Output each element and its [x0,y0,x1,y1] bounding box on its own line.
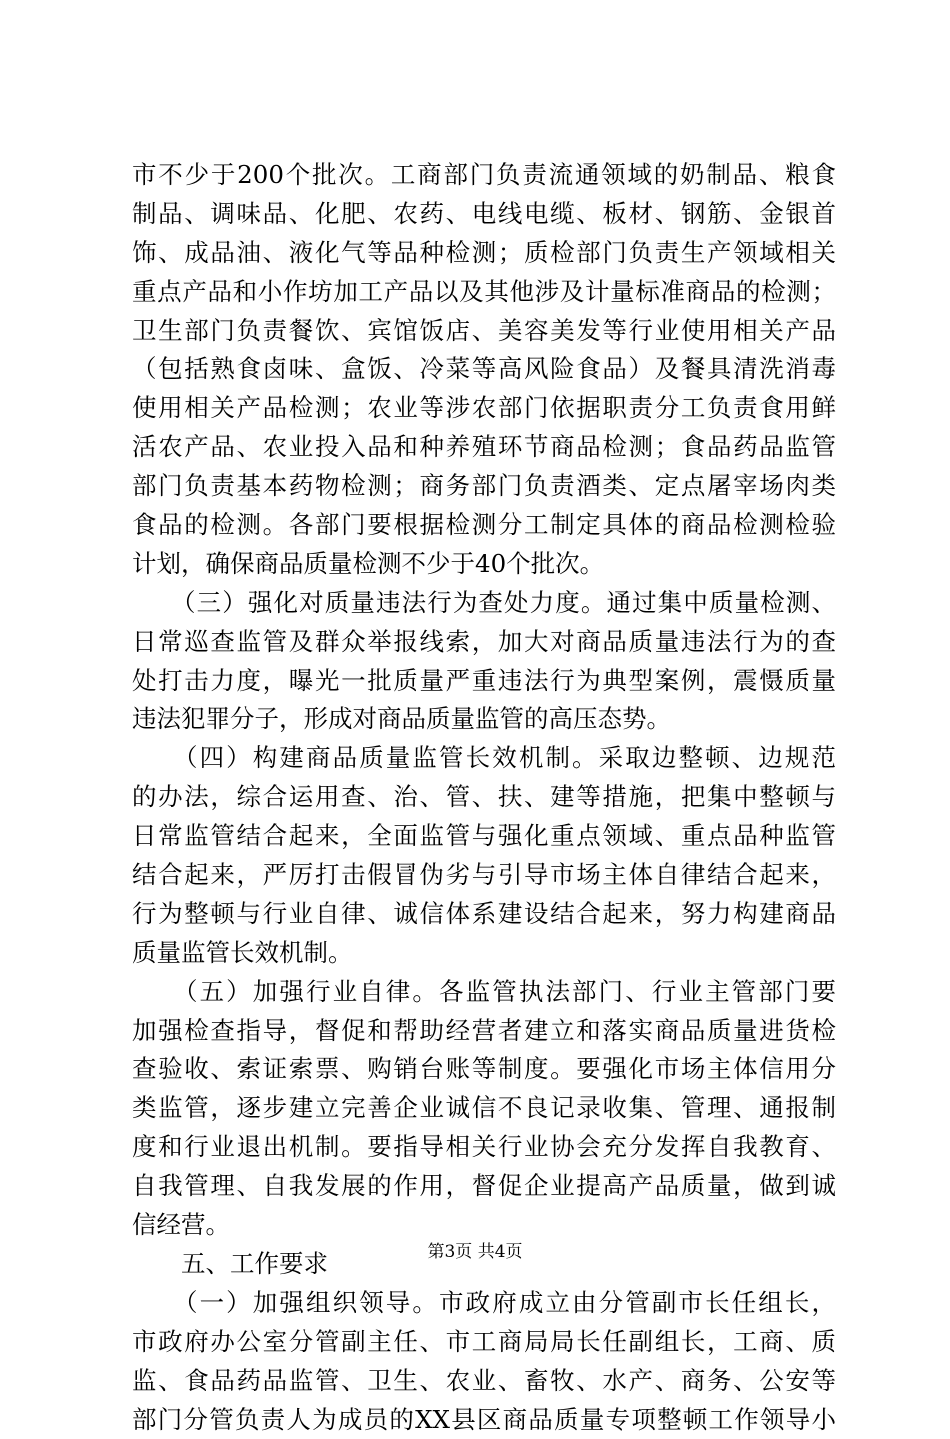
text-line: 违法犯罪分子，形成对商品质量监管的高压态势。 [132,700,836,739]
text-line: 查验收、索证索票、购销台账等制度。要强化市场主体信用分 [132,1050,836,1089]
text-line: 计划，确保商品质量检测不少于40个批次。 [132,545,836,584]
text-line: （一）加强组织领导。市政府成立由分管副市长任组长， [132,1284,836,1323]
text-line: 日常巡查监管及群众举报线索，加大对商品质量违法行为的查 [132,623,836,662]
text-line: 活农产品、农业投入品和种养殖环节商品检测；食品药品监管 [132,428,836,467]
text-line: 结合起来，严厉打击假冒伪劣与引导市场主体自律结合起来， [132,856,836,895]
text-line: 度和行业退出机制。要指导相关行业协会充分发挥自我教育、 [132,1128,836,1167]
text-line: 市政府办公室分管副主任、市工商局局长任副组长，工商、质 [132,1323,836,1362]
text-line: （包括熟食卤味、盒饭、冷菜等高风险食品）及餐具清洗消毒 [132,350,836,389]
text-line: 监、食品药品监管、卫生、农业、畜牧、水产、商务、公安等 [132,1362,836,1401]
text-line: 质量监管长效机制。 [132,934,836,973]
text-line: 部门分管负责人为成员的XX县区商品质量专项整顿工作领导小 [132,1401,836,1439]
text-line: 饰、成品油、液化气等品种检测；质检部门负责生产领域相关 [132,234,836,273]
text-line: 日常监管结合起来，全面监管与强化重点领域、重点品种监管 [132,817,836,856]
text-line: 类监管，逐步建立完善企业诚信不良记录收集、管理、通报制 [132,1089,836,1128]
text-line: 制品、调味品、化肥、农药、电线电缆、板材、钢筋、金银首 [132,195,836,234]
text-line: 食品的检测。各部门要根据检测分工制定具体的商品检测检验 [132,506,836,545]
text-line: 自我管理、自我发展的作用，督促企业提高产品质量，做到诚 [132,1167,836,1206]
text-line: 的办法，综合运用查、治、管、扶、建等措施，把集中整顿与 [132,778,836,817]
page-footer: 第3页 共4页 [0,1241,950,1263]
text-line: 五、工作要求 [132,1245,836,1284]
text-line: 加强检查指导，督促和帮助经营者建立和落实商品质量进货检 [132,1012,836,1051]
text-line: 部门负责基本药物检测；商务部门负责酒类、定点屠宰场肉类 [132,467,836,506]
text-line: （四）构建商品质量监管长效机制。采取边整顿、边规范 [132,739,836,778]
text-line: 卫生部门负责餐饮、宾馆饭店、美容美发等行业使用相关产品 [132,312,836,351]
text-line: （三）强化对质量违法行为查处力度。通过集中质量检测、 [132,584,836,623]
text-line: 信经营。 [132,1206,836,1245]
text-line: 市不少于200个批次。工商部门负责流通领域的奶制品、粮食 [132,156,836,195]
text-line: 处打击力度，曝光一批质量严重违法行为典型案例，震慑质量 [132,662,836,701]
text-line: 使用相关产品检测；农业等涉农部门依据职责分工负责食用鲜 [132,389,836,428]
text-line: 行为整顿与行业自律、诚信体系建设结合起来，努力构建商品 [132,895,836,934]
text-line: 重点产品和小作坊加工产品以及其他涉及计量标准商品的检测； [132,273,836,312]
text-line: （五）加强行业自律。各监管执法部门、行业主管部门要 [132,973,836,1012]
